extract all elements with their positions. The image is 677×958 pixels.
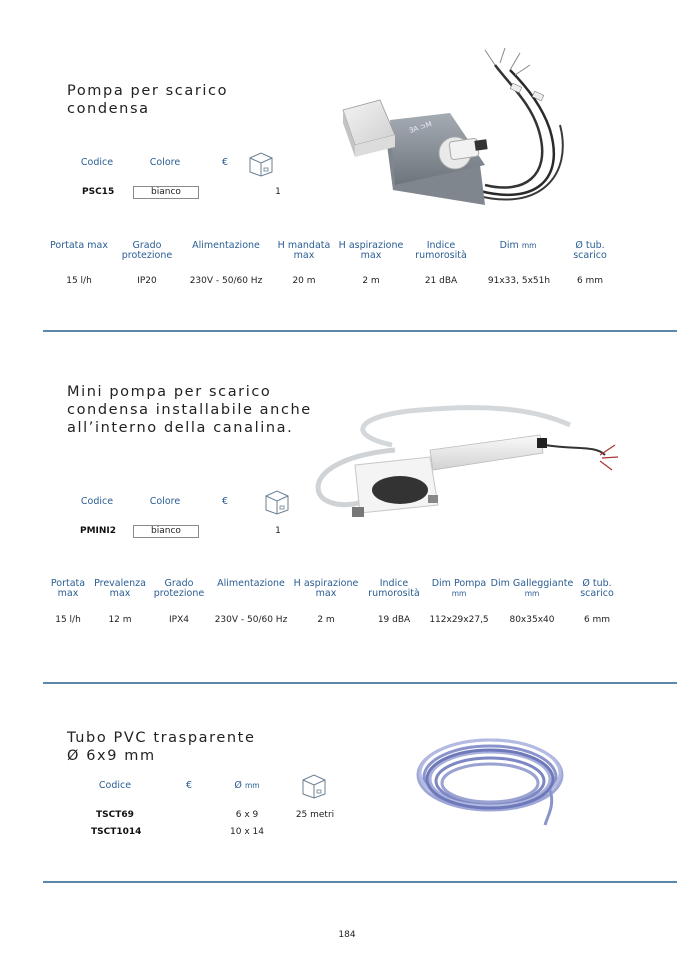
- spec-value-alimentazione: 230V - 50/60 Hz: [214, 615, 288, 625]
- section-3-title: Tubo PVC trasparente Ø 6x9 mm: [67, 730, 256, 764]
- section-2-title: Mini pompa per scarico condensa installabile anche all’interno della canalina.: [67, 384, 312, 436]
- mini-pump-image: [300, 395, 620, 530]
- section-1-colore-header: Colore: [149, 157, 181, 168]
- section-3-row-1-code: TSCT69: [96, 810, 134, 820]
- spec-header-prevalenza: Prevalenza max: [94, 578, 146, 599]
- box-package-icon: [300, 773, 328, 799]
- section-3-row-2-code: TSCT1014: [91, 827, 142, 837]
- section-1-codice-header: Codice: [80, 157, 114, 168]
- section-2-codice-header: Codice: [80, 496, 114, 507]
- spec-header-h-aspirazione: H aspirazione max: [293, 578, 359, 599]
- spec-header-indice: Indice rumorosità: [415, 240, 467, 261]
- spec-header-grado: Grado protezione: [153, 578, 205, 599]
- spec-value-indice: 19 dBA: [377, 615, 411, 625]
- svg-text:ƎA ⊃M: ƎA ⊃M: [408, 120, 433, 135]
- spec-header-portata: Portata max: [50, 578, 86, 599]
- spec-header-h-mandata: H mandata max: [277, 240, 331, 261]
- spec-value-h-aspirazione: 2 m: [362, 276, 380, 286]
- pvc-tube-coil-image: [410, 730, 570, 830]
- section-3-row-1-diam: 6 x 9: [235, 810, 259, 820]
- box-package-icon: [247, 151, 275, 177]
- spec-header-grado: Grado protezione: [121, 240, 173, 261]
- spec-value-grado: IP20: [137, 276, 157, 286]
- section-divider-2: [43, 682, 677, 684]
- spec-value-h-mandata: 20 m: [292, 276, 316, 286]
- spec-header-portata: Portata max: [50, 240, 108, 251]
- section-3-codice-header: Codice: [98, 780, 132, 791]
- section-2-product-code: PMINI2: [80, 526, 117, 536]
- section-1-qty-value: 1: [275, 187, 281, 197]
- spec-value-dim-pompa: 112x29x27,5: [429, 615, 489, 625]
- spec-header-dim: Dim mm: [499, 240, 537, 251]
- section-3-euro-header: €: [185, 780, 193, 791]
- section-1-product-code: PSC15: [82, 187, 115, 197]
- section-2-colore-header: Colore: [149, 496, 181, 507]
- spec-header-dim-galleggiante: Dim Galleggiante mm: [490, 578, 574, 598]
- section-2-color-value: bianco: [133, 525, 199, 538]
- spec-value-h-aspirazione: 2 m: [317, 615, 335, 625]
- section-3-diam-header: Ø mm: [234, 780, 260, 791]
- spec-value-prevalenza: 12 m: [108, 615, 132, 625]
- spec-header-dim-pompa: Dim Pompa mm: [431, 578, 487, 598]
- section-2-qty-value: 1: [275, 526, 281, 536]
- section-3-row-1-pack: 25 metri: [295, 810, 335, 820]
- section-1-title: Pompa per scarico condensa: [67, 83, 229, 117]
- section-2-euro-header: €: [221, 496, 229, 507]
- spec-value-portata: 15 l/h: [66, 276, 92, 286]
- spec-header-alimentazione: Alimentazione: [217, 578, 285, 589]
- page-number: 184: [338, 930, 356, 940]
- section-divider-1: [43, 330, 677, 332]
- spec-value-dim-galleggiante: 80x35x40: [509, 615, 555, 625]
- spec-header-diam-tubo: Ø tub. scarico: [580, 578, 614, 599]
- spec-value-diam-tubo: 6 mm: [583, 615, 611, 625]
- spec-header-diam-tubo: Ø tub. scarico: [573, 240, 607, 261]
- spec-header-h-aspirazione: H aspirazione max: [338, 240, 404, 261]
- spec-header-alimentazione: Alimentazione: [192, 240, 260, 251]
- spec-value-diam-tubo: 6 mm: [576, 276, 604, 286]
- spec-value-dim: 91x33, 5x51h: [487, 276, 551, 286]
- spec-value-portata: 15 l/h: [55, 615, 81, 625]
- section-divider-3: [43, 881, 677, 883]
- spec-value-alimentazione: 230V - 50/60 Hz: [189, 276, 263, 286]
- spec-header-indice: Indice rumorosità: [368, 578, 420, 599]
- spec-value-indice: 21 dBA: [424, 276, 458, 286]
- box-package-icon: [263, 489, 291, 515]
- section-3-row-2-diam: 10 x 14: [230, 827, 264, 837]
- section-1-euro-header: €: [221, 157, 229, 168]
- section-1-color-value: bianco: [133, 186, 199, 199]
- condensate-pump-image: [335, 45, 575, 220]
- spec-value-grado: IPX4: [169, 615, 189, 625]
